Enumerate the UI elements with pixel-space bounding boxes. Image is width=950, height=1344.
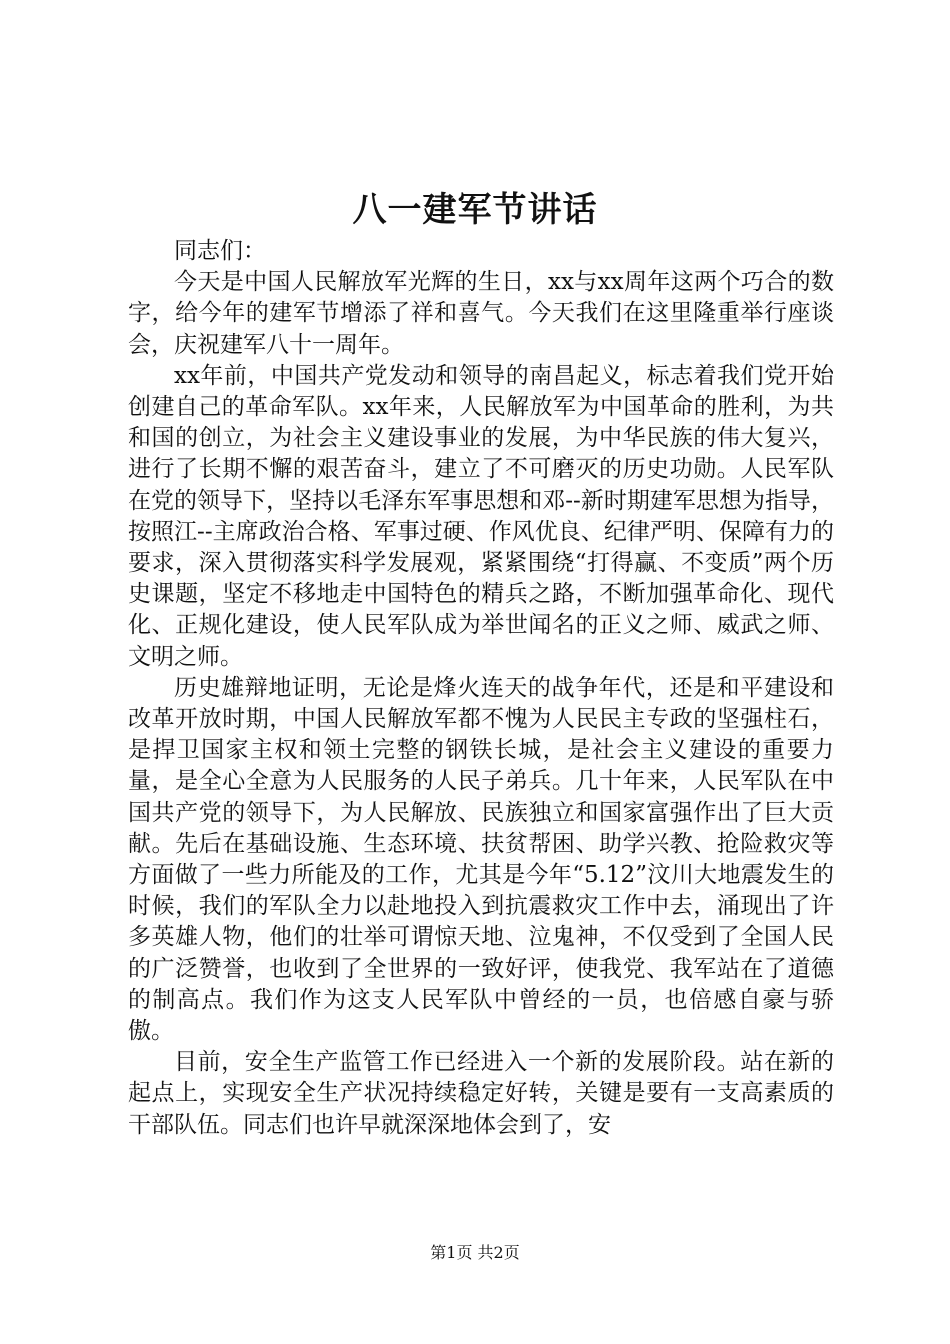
page-title: 八一建军节讲话 [352, 190, 598, 230]
page-number-footer: 第1页 共2页 [430, 1243, 520, 1262]
paragraph-1: 今天是中国人民解放军光辉的生日，xx与xx周年这两个巧合的数字，给今年的建军节增添了祥和喜气。今天我们在这里隆重举行座谈会，庆祝建军八十一周年。 [128, 269, 834, 358]
paragraph-3: 历史雄辩地证明，无论是烽火连天的战争年代，还是和平建设和改革开放时期，中国人民解放军都不愧为人民民主专政的坚强柱石，是捍卫国家主权和领土完整的钢铁长城，是社会主义建设的重要力量，是全心全意为人民服务的人民子弟兵。几十年来，人民军队在中国共产党的领导下，为人民解放、民族独立和国家富强作出了巨大贡献。先后在基础设施、生态环境、扶贫帮困、助学兴教、抢险救灾等方面做了一些力所能及的工作，尤其是今年“5.12”汶川大地震发生的时候，我们的军队全力以赴地投入到抗震救灾工作中去，涌现出了许多英雄人物，他们的壮举可谓惊天地、泣鬼神，不仅受到了全国人民的广泛赞誉，也收到了全世界的一致好评，使我党、我军站在了道德的制高点。我们作为这支人民军队中曾经的一员，也倍感自豪与骄傲。 [128, 674, 834, 1045]
paragraph-4: 目前，安全生产监管工作已经进入一个新的发展阶段。站在新的起点上，实现安全生产状况持续稳定好转，关键是要有一支高素质的干部队伍。同志们也许早就深深地体会到了，安 [128, 1049, 834, 1138]
document-body [128, 236, 834, 1141]
salutation: 同志们： [174, 238, 266, 264]
paragraph-2: xx年前，中国共产党发动和领导的南昌起义，标志着我们党开始创建自己的革命军队。xx年来，人民解放军为中国革命的胜利，为共和国的创立，为社会主义建设事业的发展，为中华民族的伟大复兴，进行了长期不懈的艰苦奋斗，建立了不可磨灭的历史功勋。人民军队在党的领导下，坚持以毛泽东军事思想和邓--新时期建军思想为指导，按照江--主席政治合格、军事过硬、作风优良、纪律严明、保障有力的要求，深入贯彻落实科学发展观，紧紧围绕“打得赢、不变质”两个历史课题，坚定不移地走中国特色的精兵之路，不断加强革命化、现代化、正规化建设，使人民军队成为举世闻名的正义之师、威武之师、文明之师。 [128, 362, 834, 670]
